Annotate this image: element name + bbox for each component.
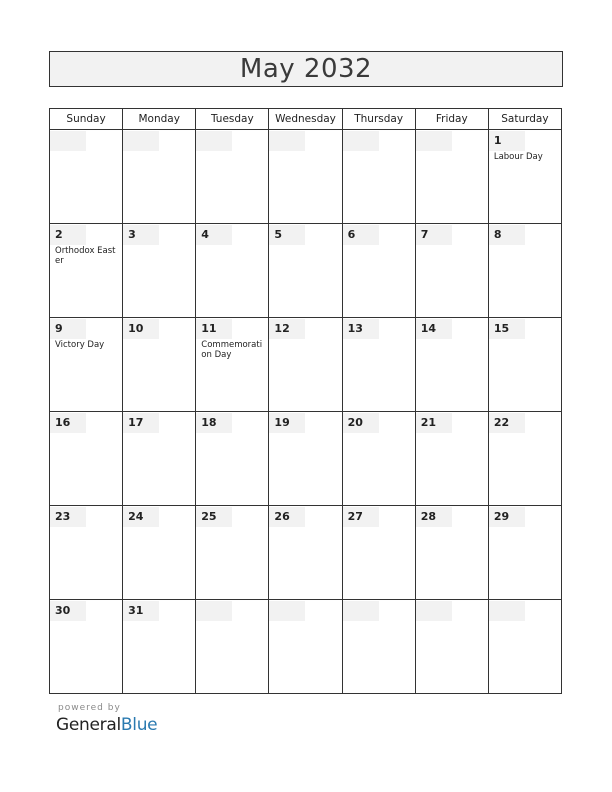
- day-number: 1: [489, 131, 525, 151]
- day-cell: [196, 318, 269, 412]
- day-number: [196, 131, 232, 151]
- day-cell: [488, 130, 561, 224]
- week-row: [50, 600, 562, 694]
- day-number: 6: [343, 225, 379, 245]
- weekday-monday: Monday: [123, 109, 196, 130]
- week-row: [50, 412, 562, 506]
- weekday-friday: Friday: [415, 109, 488, 130]
- weekday-thursday: Thursday: [342, 109, 415, 130]
- day-number: 28: [416, 507, 452, 527]
- day-number: 9: [50, 319, 86, 339]
- day-number: 16: [50, 413, 86, 433]
- day-cell: [123, 224, 196, 318]
- footer-branding: [56, 703, 157, 735]
- holiday-label: Orthodox Easter: [55, 246, 116, 266]
- day-number: [196, 601, 232, 621]
- day-number: 23: [50, 507, 86, 527]
- day-number: 8: [489, 225, 525, 245]
- day-number: [343, 601, 379, 621]
- day-cell: [123, 506, 196, 600]
- day-cell: [123, 130, 196, 224]
- day-cell: [123, 600, 196, 694]
- day-cell: [269, 318, 342, 412]
- day-cell: [415, 506, 488, 600]
- day-cell: [488, 318, 561, 412]
- day-number: [269, 131, 305, 151]
- day-number: 21: [416, 413, 452, 433]
- day-cell: [269, 130, 342, 224]
- weekday-sunday: Sunday: [50, 109, 123, 130]
- day-cell: [415, 130, 488, 224]
- day-number: 18: [196, 413, 232, 433]
- day-cell: [196, 224, 269, 318]
- day-number: 25: [196, 507, 232, 527]
- day-cell: [415, 224, 488, 318]
- day-cell: [269, 506, 342, 600]
- weekday-saturday: Saturday: [488, 109, 561, 130]
- day-cell: [50, 318, 123, 412]
- day-number: 2: [50, 225, 86, 245]
- day-cell: [342, 318, 415, 412]
- day-number: 19: [269, 413, 305, 433]
- month-title-box: [49, 51, 563, 87]
- day-cell: [50, 224, 123, 318]
- day-number: 31: [123, 601, 159, 621]
- day-number: [343, 131, 379, 151]
- brand-logo: [56, 715, 157, 735]
- page-title: May 2032: [239, 54, 373, 84]
- day-number: 5: [269, 225, 305, 245]
- day-number: 12: [269, 319, 305, 339]
- day-cell: [269, 224, 342, 318]
- day-number: 26: [269, 507, 305, 527]
- day-cell: [50, 600, 123, 694]
- day-number: 11: [196, 319, 232, 339]
- day-number: [269, 601, 305, 621]
- day-number: 29: [489, 507, 525, 527]
- holiday-label: Victory Day: [55, 340, 105, 350]
- day-cell: [50, 506, 123, 600]
- day-number: 7: [416, 225, 452, 245]
- day-number: 14: [416, 319, 452, 339]
- day-cell: [196, 130, 269, 224]
- day-cell: [488, 600, 561, 694]
- day-cell: [342, 412, 415, 506]
- day-cell: [415, 318, 488, 412]
- day-cell: [342, 506, 415, 600]
- holiday-label: Labour Day: [493, 152, 543, 162]
- day-number: 20: [343, 413, 379, 433]
- week-row: [50, 318, 562, 412]
- day-number: [123, 131, 159, 151]
- week-row: [50, 130, 562, 224]
- day-number: 15: [489, 319, 525, 339]
- powered-by-text: powered by: [58, 703, 121, 713]
- day-cell: [342, 224, 415, 318]
- day-cell: [488, 412, 561, 506]
- day-cell: [196, 600, 269, 694]
- day-cell: [342, 600, 415, 694]
- day-number: [489, 601, 525, 621]
- day-cell: [50, 130, 123, 224]
- week-row: [50, 506, 562, 600]
- day-cell: [269, 600, 342, 694]
- day-cell: [196, 506, 269, 600]
- day-number: 17: [123, 413, 159, 433]
- day-cell: [196, 412, 269, 506]
- calendar-grid: [49, 108, 562, 694]
- weekday-header-row: [50, 109, 562, 130]
- day-number: [416, 131, 452, 151]
- day-cell: [488, 224, 561, 318]
- brand-general-text: General: [56, 715, 121, 735]
- day-cell: [342, 130, 415, 224]
- day-number: 10: [123, 319, 159, 339]
- weekday-wednesday: Wednesday: [269, 109, 342, 130]
- day-cell: [488, 506, 561, 600]
- brand-blue-text: Blue: [120, 715, 158, 735]
- day-number: [416, 601, 452, 621]
- week-row: [50, 224, 562, 318]
- day-cell: [50, 412, 123, 506]
- day-number: 30: [50, 601, 86, 621]
- weekday-tuesday: Tuesday: [196, 109, 269, 130]
- day-number: 27: [343, 507, 379, 527]
- day-number: 3: [123, 225, 159, 245]
- day-cell: [269, 412, 342, 506]
- day-number: 13: [343, 319, 379, 339]
- day-number: 4: [196, 225, 232, 245]
- day-cell: [123, 318, 196, 412]
- day-cell: [415, 600, 488, 694]
- day-number: 24: [123, 507, 159, 527]
- day-number: 22: [489, 413, 525, 433]
- day-cell: [123, 412, 196, 506]
- day-number: [50, 131, 86, 151]
- day-cell: [415, 412, 488, 506]
- holiday-label: Commemoration Day: [201, 340, 263, 360]
